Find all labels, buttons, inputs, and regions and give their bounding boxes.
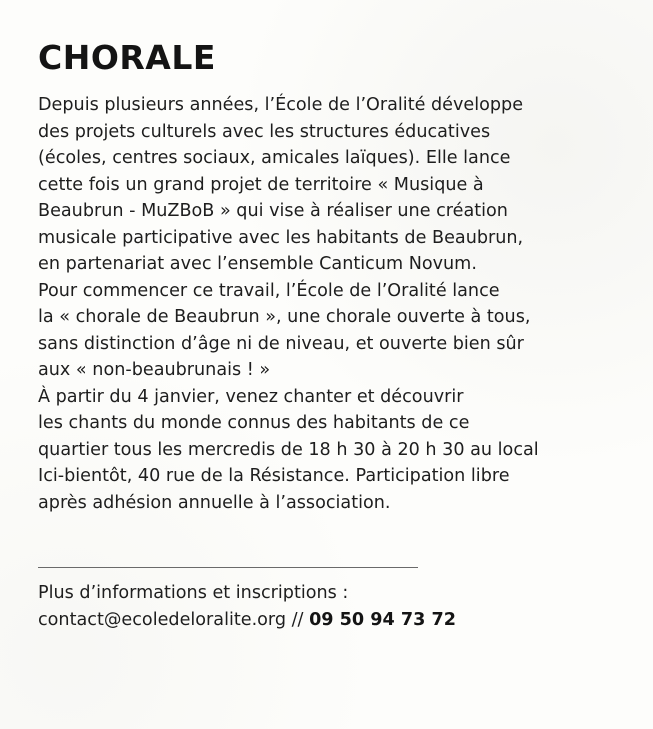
body-line-9: la « chorale de Beaubrun », une chorale ouverte à tous,	[38, 307, 531, 327]
body-line-8: Pour commencer ce travail, l’École de l’Oralité lance	[38, 280, 500, 301]
body-line-15: Ici-bientôt, 40 rue de la Résistance. Participation libre	[38, 466, 510, 486]
body-line-11: aux « non-beaubrunais ! »	[38, 360, 271, 380]
body-line-13: les chants du monde connus des habitants de ce	[38, 413, 470, 433]
contact-block	[38, 580, 648, 633]
contact-email: contact@ecoledeloralite.org	[38, 609, 287, 630]
body-line-3: (écoles, centres sociaux, amicales laïques). Elle lance	[38, 148, 511, 168]
body-line-6: musicale participative avec les habitants de Beaubrun,	[38, 227, 524, 248]
contact-intro: Plus d’informations et inscriptions :	[38, 583, 349, 603]
article-body	[38, 92, 648, 516]
body-line-5: Beaubrun - MuZBoB » qui vise à réaliser une création	[38, 201, 508, 221]
body-line-2: des projets culturels avec les structures éducatives	[38, 121, 491, 142]
contact-separator: //	[286, 609, 310, 630]
body-line-4: cette fois un grand projet de territoire « Musique à	[38, 174, 484, 195]
section-divider	[38, 567, 418, 568]
body-line-1: Depuis plusieurs années, l’École de l’Oralité développe	[38, 95, 524, 115]
contact-phone: 09 50 94 73 72	[309, 609, 456, 630]
body-line-12: À partir du 4 janvier, venez chanter et découvrir	[38, 386, 464, 407]
contact-line	[38, 607, 648, 634]
body-line-10: sans distinction d’âge ni de niveau, et ouverte bien sûr	[38, 333, 524, 354]
article-title: CHORALE	[38, 38, 216, 77]
body-line-16: après adhésion annuelle à l’association.	[38, 492, 391, 513]
body-line-7: en partenariat avec l’ensemble Canticum Novum.	[38, 254, 477, 274]
body-line-14: quartier tous les mercredis de 18 h 30 à 20 h 30 au local	[38, 439, 539, 460]
